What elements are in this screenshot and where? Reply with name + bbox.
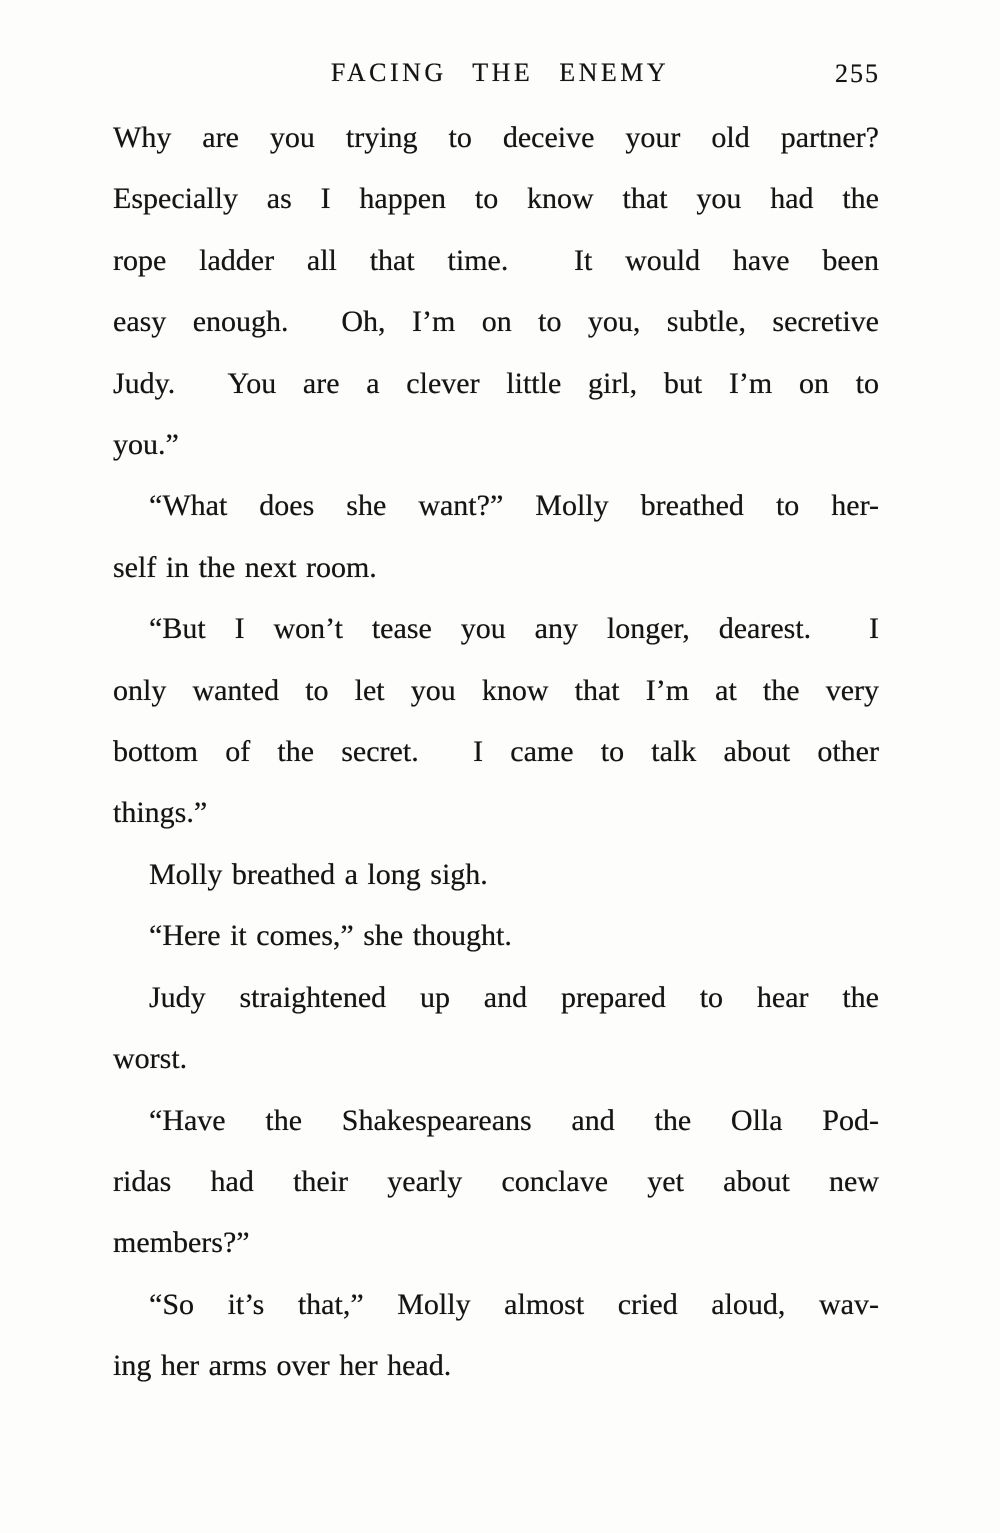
text-line: Especially as I happen to know that you had the (113, 182, 879, 216)
text-line: easy enough. Oh, I’m on to you, subtle, secretive (113, 305, 879, 339)
page-header (0, 58, 1000, 94)
text-line: rope ladder all that time. It would have been (113, 243, 879, 277)
page-body (113, 107, 879, 1397)
paragraph (113, 598, 879, 844)
text-line: “Have the Shakespeareans and the Olla Pod- (149, 1103, 879, 1137)
paragraph (113, 844, 879, 905)
text-line: Judy straightened up and prepared to hear the (149, 980, 879, 1014)
paragraph (113, 475, 879, 598)
text-line: “But I won’t tease you any longer, dearest. I (149, 612, 879, 646)
text-line: only wanted to let you know that I’m at the very (113, 673, 879, 707)
text-line: “So it’s that,” Molly almost cried aloud, wav- (149, 1287, 879, 1321)
text-line: things.” (113, 796, 208, 830)
text-line: Why are you trying to deceive your old partner? (113, 121, 879, 154)
text-line: ridas had their yearly conclave yet about new (113, 1164, 879, 1198)
text-line: Molly breathed a long sigh. (149, 857, 488, 891)
paragraph (113, 905, 879, 966)
text-line: “What does she want?” Molly breathed to her- (149, 489, 879, 523)
text-line: bottom of the secret. I came to talk about other (113, 735, 879, 769)
paragraph (113, 107, 879, 475)
paragraph (113, 967, 879, 1090)
running-title: FACING THE ENEMY (330, 58, 670, 87)
text-line: members?” (113, 1226, 250, 1260)
text-line: self in the next room. (113, 550, 377, 584)
text-line: Judy. You are a clever little girl, but I’m on to (113, 366, 879, 400)
text-line: ing her arms over her head. (113, 1349, 452, 1383)
page-number: 255 (835, 59, 880, 88)
paragraph (113, 1090, 879, 1274)
text-line: you.” (113, 428, 179, 462)
paragraph (113, 1274, 879, 1397)
text-line: “Here it comes,” she thought. (149, 919, 512, 953)
text-line: worst. (113, 1042, 188, 1076)
